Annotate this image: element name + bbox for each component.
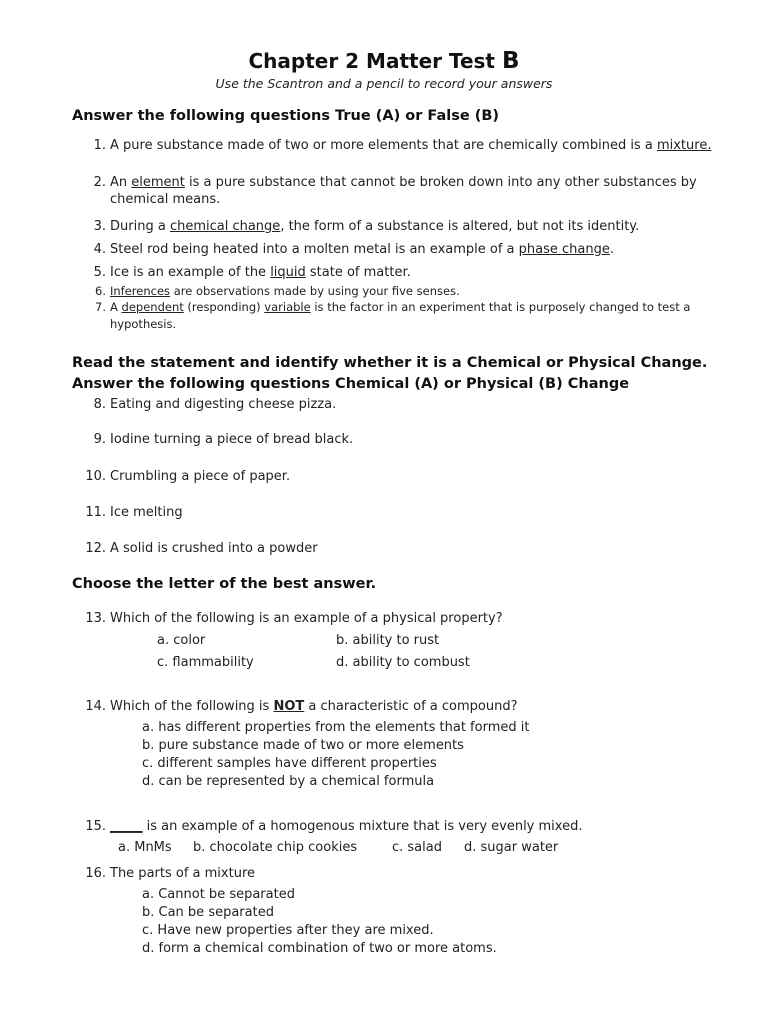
- answer-option: b. ability to rust: [336, 633, 440, 648]
- answer-option: c. salad: [392, 840, 442, 855]
- question-number: 12.: [85, 541, 106, 556]
- question-text: _____ is an example of a homogenous mixture that is very evenly mixed.: [110, 819, 583, 834]
- question-text: Inferences are observations made by using your five senses.: [110, 284, 460, 298]
- question-text: Steel rod being heated into a molten metal is an example of a phase change.: [110, 242, 614, 257]
- question-text: An element is a pure substance that cannot be broken down into any other substances by chemical means.: [110, 175, 697, 207]
- question-text: Ice is an example of the liquid state of matter.: [110, 265, 411, 280]
- answer-option: d. can be represented by a chemical formula: [142, 774, 435, 789]
- page-subtitle: Use the Scantron and a pencil to record your answers: [215, 76, 553, 91]
- question-text: Which of the following is NOT a characteristic of a compound?: [110, 699, 518, 714]
- question-text: Which of the following is an example of a physical property?: [110, 611, 503, 626]
- question-number: 1.: [93, 138, 106, 153]
- answer-option: d. sugar water: [464, 840, 559, 855]
- question-text: The parts of a mixture: [110, 866, 255, 881]
- answer-option: c. different samples have different properties: [142, 756, 437, 771]
- answer-option: b. chocolate chip cookies: [193, 840, 358, 855]
- question-text: A dependent (responding) variable is the factor in an experiment that is purposely changed to test a hypothesis.: [110, 300, 691, 331]
- answer-option: d. ability to combust: [336, 655, 470, 670]
- answer-option: b. pure substance made of two or more elements: [142, 738, 464, 753]
- question-text: Ice melting: [110, 505, 183, 520]
- section-heading-line: Read the statement and identify whether it is a Chemical or Physical Change.: [72, 355, 708, 371]
- answer-option: d. form a chemical combination of two or more atoms.: [142, 941, 497, 956]
- title-letter: B: [501, 48, 520, 74]
- answer-option: a. Cannot be separated: [142, 887, 295, 902]
- question-number: 3.: [93, 219, 106, 234]
- question-number: 7.: [95, 300, 106, 314]
- question-number: 6.: [95, 284, 106, 298]
- question-number: 5.: [93, 265, 106, 280]
- question-number: 11.: [85, 505, 106, 520]
- answer-option: b. Can be separated: [142, 905, 274, 920]
- answer-blank: _____: [110, 819, 143, 834]
- section-heading-line: Answer the following questions Chemical (A) or Physical (B) Change: [72, 376, 630, 392]
- section-true-false-heading: Answer the following questions True (A) or False (B): [72, 108, 500, 124]
- answer-option: c. flammability: [157, 655, 254, 670]
- answer-option: a. MnMs: [118, 840, 172, 855]
- title-main: Chapter 2 Matter Test: [248, 49, 495, 73]
- question-number: 10.: [85, 469, 106, 484]
- question-text: Eating and digesting cheese pizza.: [110, 397, 337, 412]
- question-number: 15.: [85, 819, 106, 834]
- answer-option: c. Have new properties after they are mixed.: [142, 923, 434, 938]
- question-text: During a chemical change, the form of a substance is altered, but not its identity.: [110, 219, 640, 234]
- question-text: Crumbling a piece of paper.: [110, 469, 291, 484]
- page-title: [0, 48, 768, 74]
- question-number: 14.: [85, 699, 106, 714]
- question-number: 13.: [85, 611, 106, 626]
- section-change-heading: [72, 353, 707, 395]
- answer-option: a. color: [157, 633, 206, 648]
- question-text: A pure substance made of two or more elements that are chemically combined is a mixture.: [110, 138, 712, 153]
- question-number: 16.: [85, 866, 106, 881]
- emphasis-not: NOT: [273, 699, 305, 714]
- question-number: 4.: [93, 242, 106, 257]
- question-text: A solid is crushed into a powder: [110, 541, 318, 556]
- question-number: 8.: [93, 397, 106, 412]
- question-number: 2.: [93, 175, 106, 190]
- section-multiple-choice-heading: Choose the letter of the best answer.: [72, 576, 377, 592]
- answer-option: a. has different properties from the elements that formed it: [142, 720, 530, 735]
- question-text: Iodine turning a piece of bread black.: [110, 432, 354, 447]
- question-number: 9.: [93, 432, 106, 447]
